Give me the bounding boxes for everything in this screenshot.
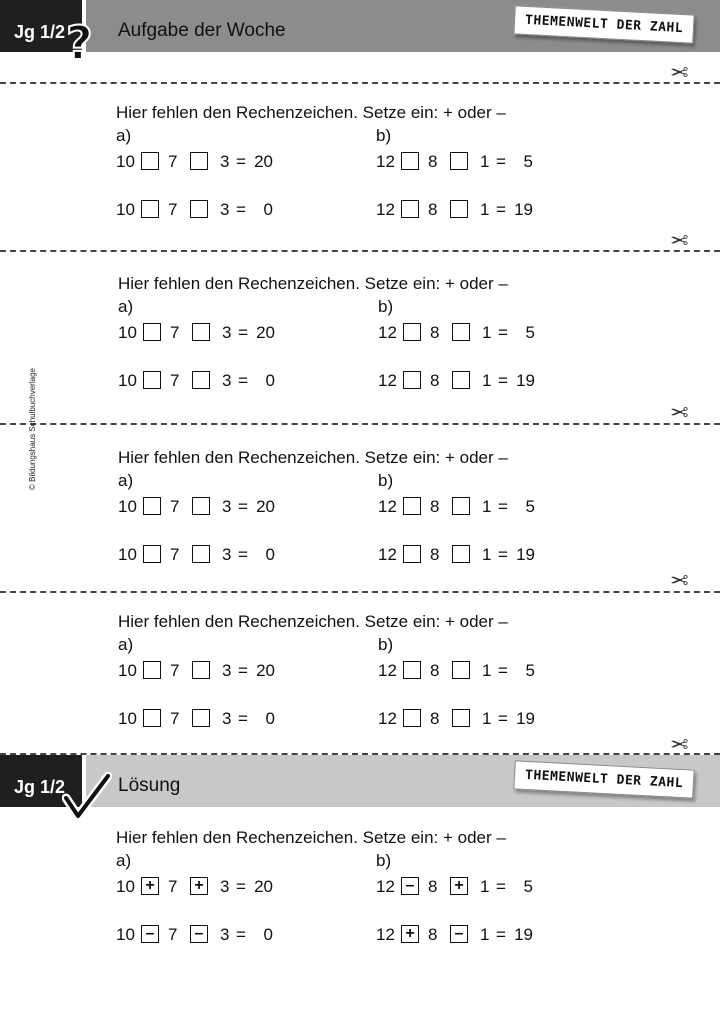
instruction-text: Hier fehlen den Rechenzeichen. Setze ein: + oder – <box>118 448 508 467</box>
operator-box <box>141 877 159 895</box>
equals-sign: = <box>238 545 248 564</box>
exercise-header <box>0 0 720 52</box>
equals-sign: = <box>498 709 508 728</box>
scissors-icon: ✂ <box>670 567 689 592</box>
number: 7 <box>170 709 180 728</box>
label-b: b) <box>376 126 392 145</box>
number: 3 <box>222 323 232 342</box>
label-a: a) <box>116 126 132 145</box>
operator-box[interactable] <box>143 709 161 727</box>
number: 3 <box>222 545 232 564</box>
operator-box[interactable] <box>403 545 421 563</box>
result: 5 <box>523 877 533 896</box>
instruction-text: Hier fehlen den Rechenzeichen. Setze ein: + oder – <box>116 828 506 847</box>
result: 0 <box>265 709 275 728</box>
number: 12 <box>378 709 397 728</box>
exercise-block <box>118 612 718 762</box>
operator-box[interactable] <box>190 152 208 170</box>
number: 3 <box>222 371 232 390</box>
equation-a1 <box>116 877 316 899</box>
number: 7 <box>170 371 180 390</box>
checkmark-icon <box>62 772 112 822</box>
result: 0 <box>265 371 275 390</box>
operator-box[interactable] <box>452 709 470 727</box>
equals-sign: = <box>496 877 506 896</box>
operator-box[interactable] <box>143 371 161 389</box>
result: 20 <box>256 661 275 680</box>
exercise-block <box>118 274 718 424</box>
equals-sign: = <box>238 371 248 390</box>
number: 1 <box>482 709 492 728</box>
operator-box[interactable] <box>192 497 210 515</box>
equals-sign: = <box>498 497 508 516</box>
operator-box[interactable] <box>401 200 419 218</box>
equals-sign: = <box>498 545 508 564</box>
operator-box <box>190 877 208 895</box>
number: 1 <box>480 877 490 896</box>
instruction-text: Hier fehlen den Rechenzeichen. Setze ein: + oder – <box>118 612 508 631</box>
operator-box[interactable] <box>403 497 421 515</box>
label-b: b) <box>378 297 394 316</box>
operator-box <box>190 925 208 943</box>
label-b: b) <box>378 635 394 654</box>
equation-b1 <box>376 152 576 174</box>
instruction-text: Hier fehlen den Rechenzeichen. Setze ein: + oder – <box>116 103 506 122</box>
operator-box[interactable] <box>141 152 159 170</box>
page-title: Aufgabe der Woche <box>118 20 286 41</box>
number: 1 <box>482 323 492 342</box>
equals-sign: = <box>236 152 246 171</box>
result: 19 <box>514 925 533 944</box>
number: 3 <box>222 709 232 728</box>
operator-box[interactable] <box>192 661 210 679</box>
number: 3 <box>220 152 230 171</box>
result: 19 <box>516 371 535 390</box>
equals-sign: = <box>236 925 246 944</box>
result: 20 <box>256 497 275 516</box>
number: 7 <box>170 497 180 516</box>
result: 5 <box>523 152 533 171</box>
number: 7 <box>168 152 178 171</box>
brand-logo: THEMENWELT DER ZAHL <box>513 5 694 43</box>
number: 10 <box>118 371 137 390</box>
operator-box[interactable] <box>403 709 421 727</box>
operator-box[interactable] <box>401 152 419 170</box>
number: 10 <box>116 200 135 219</box>
result: 20 <box>254 877 273 896</box>
equals-sign: = <box>238 323 248 342</box>
operator-box[interactable] <box>403 323 421 341</box>
number: 10 <box>118 709 137 728</box>
equation-b1 <box>376 877 576 899</box>
equals-sign: = <box>498 371 508 390</box>
operator-box[interactable] <box>190 200 208 218</box>
operator-box[interactable] <box>141 200 159 218</box>
number: 8 <box>428 925 438 944</box>
scissors-icon: ✂ <box>670 227 689 252</box>
number: 8 <box>430 497 440 516</box>
operator-box[interactable] <box>192 323 210 341</box>
operator-box <box>450 925 468 943</box>
operator-box[interactable] <box>450 200 468 218</box>
result: 20 <box>254 152 273 171</box>
number: 10 <box>116 877 135 896</box>
solution-block <box>116 828 716 978</box>
number: 12 <box>376 200 395 219</box>
equation-b2 <box>378 709 578 731</box>
operator-box[interactable] <box>143 545 161 563</box>
equation-b2 <box>376 925 576 947</box>
operator-box[interactable] <box>452 545 470 563</box>
number: 1 <box>482 661 492 680</box>
copyright-credit: © Bildungshaus Schulbuchverlage <box>28 368 37 490</box>
operator-symbol: + <box>454 877 464 894</box>
number: 12 <box>378 661 397 680</box>
number: 8 <box>430 371 440 390</box>
result: 5 <box>525 323 535 342</box>
equation-b2 <box>376 200 576 222</box>
equation-a1 <box>116 152 316 174</box>
number: 8 <box>430 323 440 342</box>
operator-box <box>401 877 419 895</box>
number: 1 <box>482 371 492 390</box>
number: 1 <box>480 200 490 219</box>
operator-box[interactable] <box>192 371 210 389</box>
operator-symbol: – <box>454 925 464 942</box>
number: 10 <box>116 152 135 171</box>
solution-title: Lösung <box>118 775 181 796</box>
operator-box[interactable] <box>452 661 470 679</box>
equals-sign: = <box>496 200 506 219</box>
number: 12 <box>378 545 397 564</box>
number: 7 <box>168 925 178 944</box>
number: 7 <box>168 877 178 896</box>
number: 7 <box>170 661 180 680</box>
operator-box[interactable] <box>143 497 161 515</box>
equals-sign: = <box>498 323 508 342</box>
number: 7 <box>170 545 180 564</box>
number: 3 <box>222 497 232 516</box>
equals-sign: = <box>238 709 248 728</box>
number: 10 <box>118 323 137 342</box>
number: 12 <box>376 925 395 944</box>
equals-sign: = <box>498 661 508 680</box>
operator-symbol: – <box>194 925 204 942</box>
equation-b1 <box>378 661 578 683</box>
exercise-block <box>116 103 716 253</box>
result: 20 <box>256 323 275 342</box>
number: 8 <box>428 877 438 896</box>
result: 0 <box>263 925 273 944</box>
operator-box <box>141 925 159 943</box>
operator-box[interactable] <box>192 545 210 563</box>
number: 3 <box>220 925 230 944</box>
operator-symbol: – <box>405 877 415 894</box>
equation-b1 <box>378 497 578 519</box>
equals-sign: = <box>496 925 506 944</box>
equation-a2 <box>116 925 316 947</box>
grade-badge: Jg 1/2 <box>0 0 82 52</box>
number: 8 <box>430 545 440 564</box>
result: 0 <box>265 545 275 564</box>
result: 5 <box>525 497 535 516</box>
question-mark-icon: ? <box>66 16 93 70</box>
number: 10 <box>116 925 135 944</box>
operator-symbol: – <box>145 925 155 942</box>
instruction-text: Hier fehlen den Rechenzeichen. Setze ein: + oder – <box>118 274 508 293</box>
number: 12 <box>378 323 397 342</box>
result: 5 <box>525 661 535 680</box>
number: 1 <box>480 152 490 171</box>
equation-a1 <box>118 497 318 519</box>
result: 19 <box>514 200 533 219</box>
number: 12 <box>376 877 395 896</box>
equation-b1 <box>378 323 578 345</box>
operator-box[interactable] <box>143 323 161 341</box>
result: 0 <box>263 200 273 219</box>
equation-a1 <box>118 323 318 345</box>
cut-line <box>0 82 720 84</box>
label-a: a) <box>116 851 132 870</box>
operator-box[interactable] <box>403 661 421 679</box>
label-b: b) <box>378 471 394 490</box>
result: 19 <box>516 709 535 728</box>
number: 3 <box>220 877 230 896</box>
equation-a2 <box>118 709 318 731</box>
operator-symbol: + <box>145 877 155 894</box>
operator-box[interactable] <box>192 709 210 727</box>
equals-sign: = <box>238 497 248 516</box>
operator-symbol: + <box>405 925 415 942</box>
number: 10 <box>118 497 137 516</box>
number: 7 <box>168 200 178 219</box>
number: 8 <box>428 152 438 171</box>
equals-sign: = <box>496 152 506 171</box>
operator-box[interactable] <box>143 661 161 679</box>
equals-sign: = <box>236 200 246 219</box>
number: 12 <box>378 497 397 516</box>
equation-b2 <box>378 545 578 567</box>
brand-logo: THEMENWELT DER ZAHL <box>513 760 694 798</box>
equation-a2 <box>118 371 318 393</box>
number: 7 <box>170 323 180 342</box>
operator-box <box>450 877 468 895</box>
equals-sign: = <box>238 661 248 680</box>
number: 8 <box>430 709 440 728</box>
exercise-block <box>118 448 718 598</box>
number: 10 <box>118 661 137 680</box>
equation-a2 <box>118 545 318 567</box>
equation-b2 <box>378 371 578 393</box>
number: 12 <box>376 152 395 171</box>
operator-box[interactable] <box>452 497 470 515</box>
equation-a1 <box>118 661 318 683</box>
scissors-icon: ✂ <box>670 59 689 84</box>
equals-sign: = <box>236 877 246 896</box>
scissors-icon: ✂ <box>670 399 689 424</box>
number: 8 <box>428 200 438 219</box>
number: 3 <box>220 200 230 219</box>
grade-badge: Jg 1/2 <box>0 755 82 807</box>
number: 1 <box>480 925 490 944</box>
number: 3 <box>222 661 232 680</box>
operator-box[interactable] <box>450 152 468 170</box>
label-a: a) <box>118 635 134 654</box>
number: 8 <box>430 661 440 680</box>
operator-box[interactable] <box>403 371 421 389</box>
number: 1 <box>482 545 492 564</box>
number: 1 <box>482 497 492 516</box>
operator-symbol: + <box>194 877 204 894</box>
number: 10 <box>118 545 137 564</box>
result: 19 <box>516 545 535 564</box>
label-a: a) <box>118 297 134 316</box>
scissors-icon: ✂ <box>670 731 689 756</box>
operator-box <box>401 925 419 943</box>
number: 12 <box>378 371 397 390</box>
operator-box[interactable] <box>452 371 470 389</box>
label-a: a) <box>118 471 134 490</box>
operator-box[interactable] <box>452 323 470 341</box>
label-b: b) <box>376 851 392 870</box>
equation-a2 <box>116 200 316 222</box>
